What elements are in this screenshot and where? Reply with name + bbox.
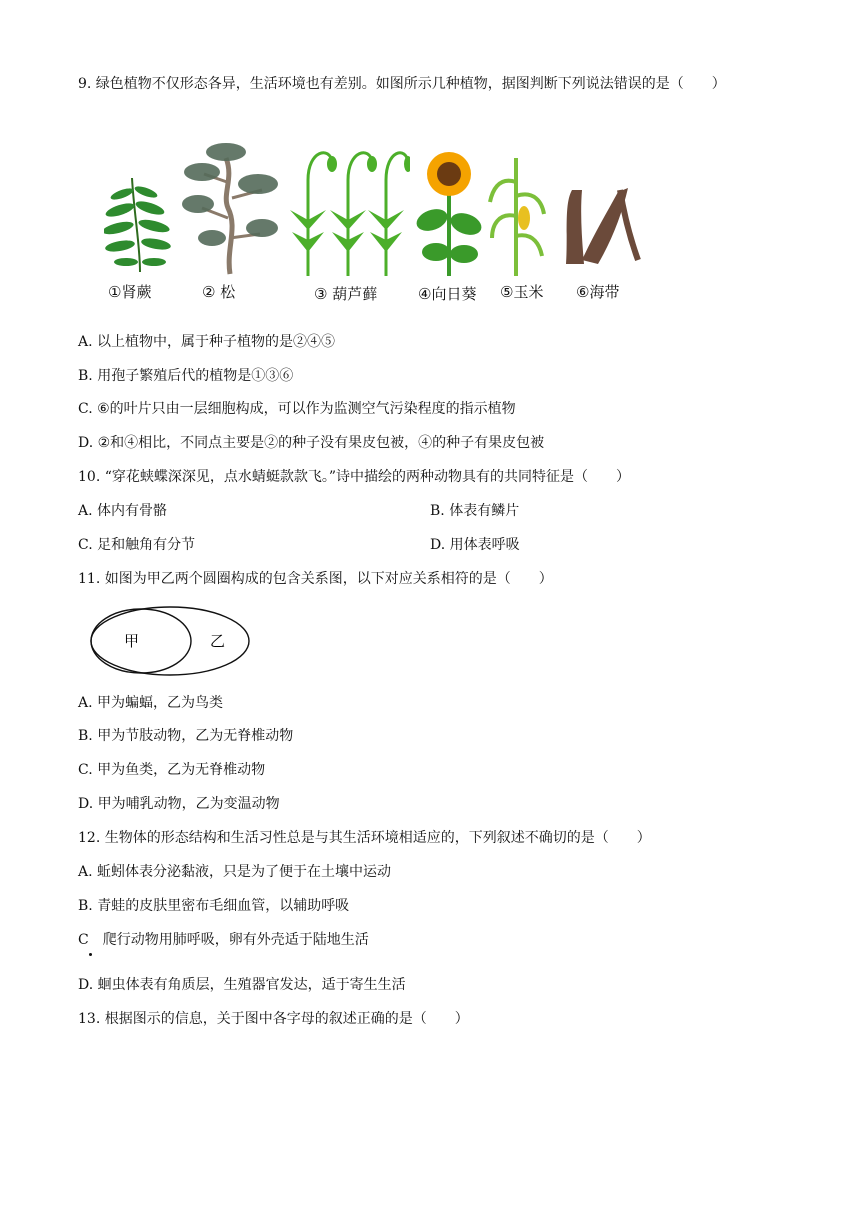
- q12-option-d: D. 蛔虫体表有角质层，生殖器官发达，适于寄生生活: [78, 977, 406, 993]
- q11-option-c: C. 甲为鱼类，乙为无脊椎动物: [78, 762, 266, 778]
- q9-label-5: ⑤玉米: [500, 283, 544, 301]
- q9-option-d: D. ②和④相比，不同点主要是②的种子没有果皮包被，④的种子有果皮包被: [78, 435, 545, 451]
- q9-option-a: A. 以上植物中，属于种子植物的是②④⑤: [78, 334, 336, 350]
- q11-option-b: B. 甲为节肢动物，乙为无脊椎动物: [78, 728, 294, 744]
- kelp-image: [558, 184, 642, 270]
- q12-option-a: A. 蚯蚓体表分泌黏液，只是为了便于在土壤中运动: [78, 864, 392, 880]
- q13-stem: 13. 根据图示的信息，关于图中各字母的叙述正确的是（ ）: [78, 1011, 469, 1027]
- pine-image: [182, 138, 280, 276]
- q9-plant-figure: [100, 138, 650, 308]
- q9-option-c: C. ⑥的叶片只由一层细胞构成，可以作为监测空气污染程度的指示植物: [78, 401, 516, 417]
- q9-label-4: ④向日葵: [418, 285, 477, 303]
- q9-label-6: ⑥海带: [576, 283, 620, 301]
- corn-image: [488, 152, 546, 276]
- q11-outer-label: 乙: [210, 632, 226, 650]
- fern-image: [104, 174, 176, 274]
- q9-label-2: ② 松: [202, 283, 236, 301]
- q12-option-b: B. 青蛙的皮肤里密布毛细血管，以辅助呼吸: [78, 898, 350, 914]
- q9-stem: 9. 绿色植物不仅形态各异，生活环境也有差别。如图所示几种植物，据图判断下列说法错误的是（ ）: [78, 76, 726, 92]
- q12-option-c: C 爬行动物用肺呼吸，卵有外壳适于陆地生活: [78, 932, 369, 948]
- q11-option-d: D. 甲为哺乳动物，乙为变温动物: [78, 796, 280, 812]
- q10-option-a: A. 体内有骨骼: [78, 503, 168, 519]
- q12-stem: 12. 生物体的形态结构和生活习性总是与其生活环境相适应的，下列叙述不确切的是（ ）: [78, 830, 651, 846]
- stray-dot: [89, 953, 92, 956]
- q11-inner-label: 甲: [124, 632, 140, 650]
- q11-option-a: A. 甲为蝙蝠，乙为鸟类: [78, 695, 224, 711]
- moss-image: [286, 140, 410, 278]
- q10-option-b: B. 体表有鳞片: [430, 503, 520, 519]
- q10-option-c: C. 足和触角有分节: [78, 537, 196, 553]
- q9-option-b: B. 用孢子繁殖后代的植物是①③⑥: [78, 368, 294, 384]
- q11-set-diagram: [88, 603, 254, 681]
- q10-option-d: D. 用体表呼吸: [430, 537, 520, 553]
- q10-stem: 10. “穿花蛱蝶深深见，点水蜻蜓款款飞。”诗中描绘的两种动物具有的共同特征是（ ）: [78, 469, 631, 485]
- q9-label-3: ③ 葫芦藓: [314, 285, 378, 303]
- q11-stem: 11. 如图为甲乙两个圆圈构成的包含关系图，以下对应关系相符的是（ ）: [78, 571, 553, 587]
- sunflower-image: [412, 150, 486, 276]
- q9-label-1: ①肾蕨: [108, 283, 152, 301]
